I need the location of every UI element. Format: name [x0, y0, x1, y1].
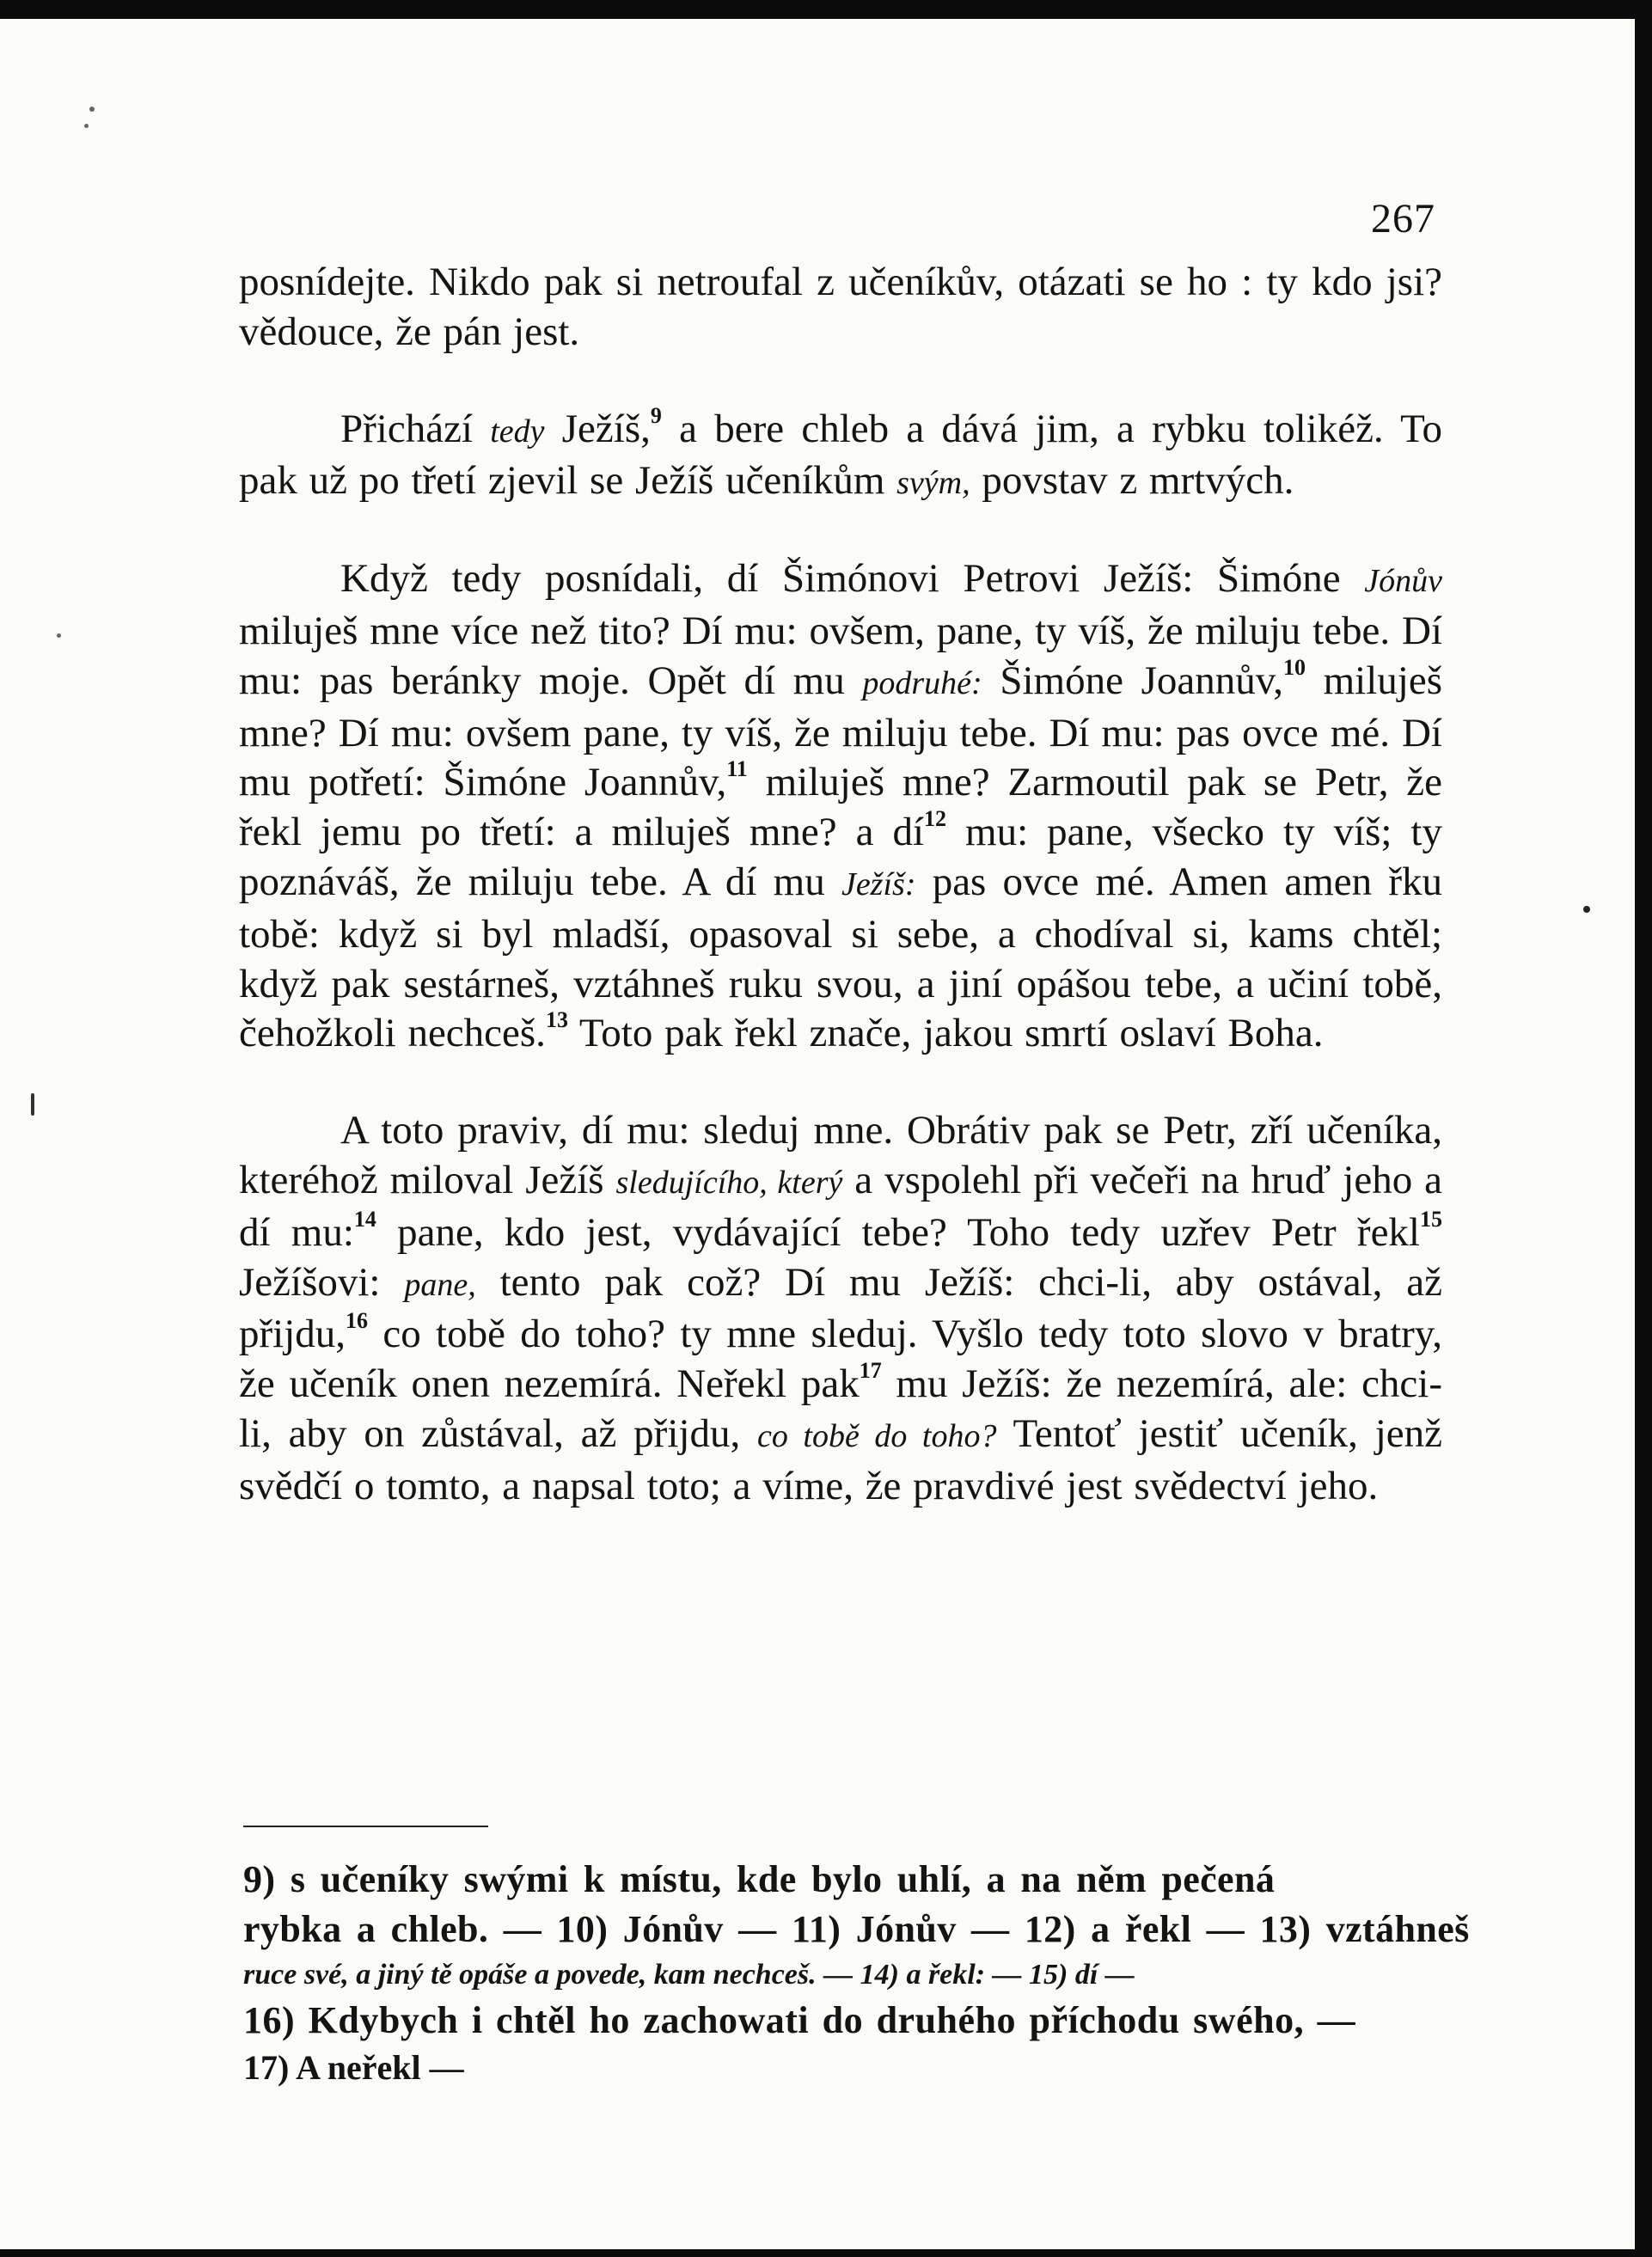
footnote-line: 16) Kdybych i chtěl ho zachowati do druhého příchodu swého, — — [243, 1999, 1356, 2041]
text-run: pas ovce mé. Amen amen řku tobě: když si byl mladší, opasoval si sebe, a chodíval si, kams chtěl; když pak sestárneš, vztáhneš ruku svou, a jiní opášou tebe, a učiní tobě, čehožkoli nechceš. — [239, 859, 1442, 1056]
footnote-marker: 15 — [1420, 1206, 1442, 1232]
text-run: posnídejte. Nikdo pak si netroufal z učeníkův, otázati se ho : ty kdo jsi? vědouce, že pán jest. — [239, 260, 1442, 354]
text-run: mu Ježíš: že nezemírá, ale: chci-li, aby on zůstával, až přijdu, — [239, 1361, 1442, 1456]
text-run: pane, kdo jest, vydávající tebe? Toho tedy uzřev Petr řekl — [376, 1209, 1420, 1255]
footnote-marker: 17 — [859, 1358, 882, 1384]
paragraph — [239, 1106, 1442, 1511]
paragraph — [239, 402, 1442, 510]
page-number: 267 — [1371, 196, 1435, 242]
scanned-page — [0, 19, 1635, 2249]
text-run: Ježíšovi: — [239, 1259, 405, 1305]
text-run: co tobě do toho? ty mne sleduj. Vyšlo tedy toto slovo v bratry, že učeník onen nezemírá. Neřekl pak — [239, 1312, 1442, 1407]
text-run: a vspolehl při večeři na hruď jeho a dí mu: — [239, 1157, 1443, 1255]
italic-text: tedy — [490, 413, 545, 450]
text-run: A toto praviv, dí mu: sleduj mne. Obrátiv pak se Petr, zří učeníka, kteréhož miloval Ježíš — [239, 1108, 1442, 1202]
text-run: Přichází — [340, 406, 491, 451]
text-run: miluješ mne? Dí mu: ovšem pane, ty víš, že miluju tebe. Dí mu: pas ovce mé. Dí mu potřetí: Šimóne Joannův, — [239, 658, 1442, 805]
footnote-marker: 12 — [924, 806, 947, 832]
footnote-line: 17) A neřekl — — [243, 2048, 464, 2087]
main-text — [239, 258, 1442, 1512]
footnote-marker: 11 — [726, 756, 748, 782]
text-run: Toto pak řekl znače, jakou smrtí oslaví Boha. — [567, 1011, 1324, 1056]
paragraph — [239, 554, 1442, 1059]
paragraph — [239, 258, 1442, 358]
text-run: Tentoť jestiť učeník, jenž svědčí o tomto, a napsal toto; a víme, že pravdivé jest svědectví jeho. — [239, 1410, 1442, 1508]
text-run: miluješ mne více než tito? Dí mu: ovšem, pane, ty víš, že miluju tebe. Dí mu: pas beránky moje. Opět dí mu — [239, 608, 1442, 703]
footnote-separator — [243, 1826, 488, 1827]
italic-text: Ježíš: — [841, 865, 916, 902]
scan-speck — [89, 107, 95, 112]
text-run: tento pak což? Dí mu Ježíš: chci-li, aby ostával, až přijdu, — [239, 1259, 1442, 1357]
italic-text: pane, — [404, 1266, 476, 1303]
italic-text: sledujícího, který — [615, 1164, 843, 1201]
footnotes — [243, 1855, 1470, 2090]
italic-text: svým, — [896, 465, 970, 502]
text-run: a bere chleb a dává jim, a rybku tolikéž. To pak už po třetí zjevil se Ježíš učeníkům — [239, 406, 1442, 504]
italic-text: co tobě do toho? — [757, 1417, 997, 1454]
footnote-marker: 14 — [353, 1206, 376, 1232]
footnote-line: 9) s učeníky swými k místu, kde bylo uhlí, a na něm pečená — [243, 1858, 1276, 1900]
italic-text: Jónův — [1364, 563, 1442, 600]
scan-speck — [1583, 906, 1590, 913]
scan-speck — [84, 124, 89, 128]
text-run: povstav z mrtvých. — [970, 458, 1294, 504]
text-run: Když tedy posnídali, dí Šimónovi Petrovi Ježíš: Šimóne — [340, 556, 1365, 602]
text-run: miluješ mne? Zarmoutil pak se Petr, že řekl jemu po třetí: a miluješ mne? a dí — [239, 760, 1442, 855]
footnote-marker: 10 — [1282, 654, 1306, 680]
scan-speck — [57, 633, 61, 638]
text-run: mu: pane, všecko ty víš; ty poznáváš, že miluju tebe. A dí mu — [239, 810, 1442, 904]
footnote-line: ruce své, a jiný tě opáše a povede, kam nechceš. — 14) a řekl: — 15) dí — — [243, 1959, 1135, 1991]
italic-text: podruhé: — [862, 664, 982, 701]
scan-speck — [31, 1093, 34, 1116]
text-run: Ježíš, — [544, 406, 651, 451]
footnote-marker: 9 — [650, 402, 662, 428]
footnote-line: rybka a chleb. — 10) Jónův — 11) Jónův — 12) a řekl — 13) vztáhneš — [243, 1908, 1470, 1950]
footnote-marker: 13 — [545, 1007, 568, 1033]
footnote-marker: 16 — [346, 1308, 369, 1334]
text-run: Šimóne Joannův, — [982, 658, 1283, 703]
